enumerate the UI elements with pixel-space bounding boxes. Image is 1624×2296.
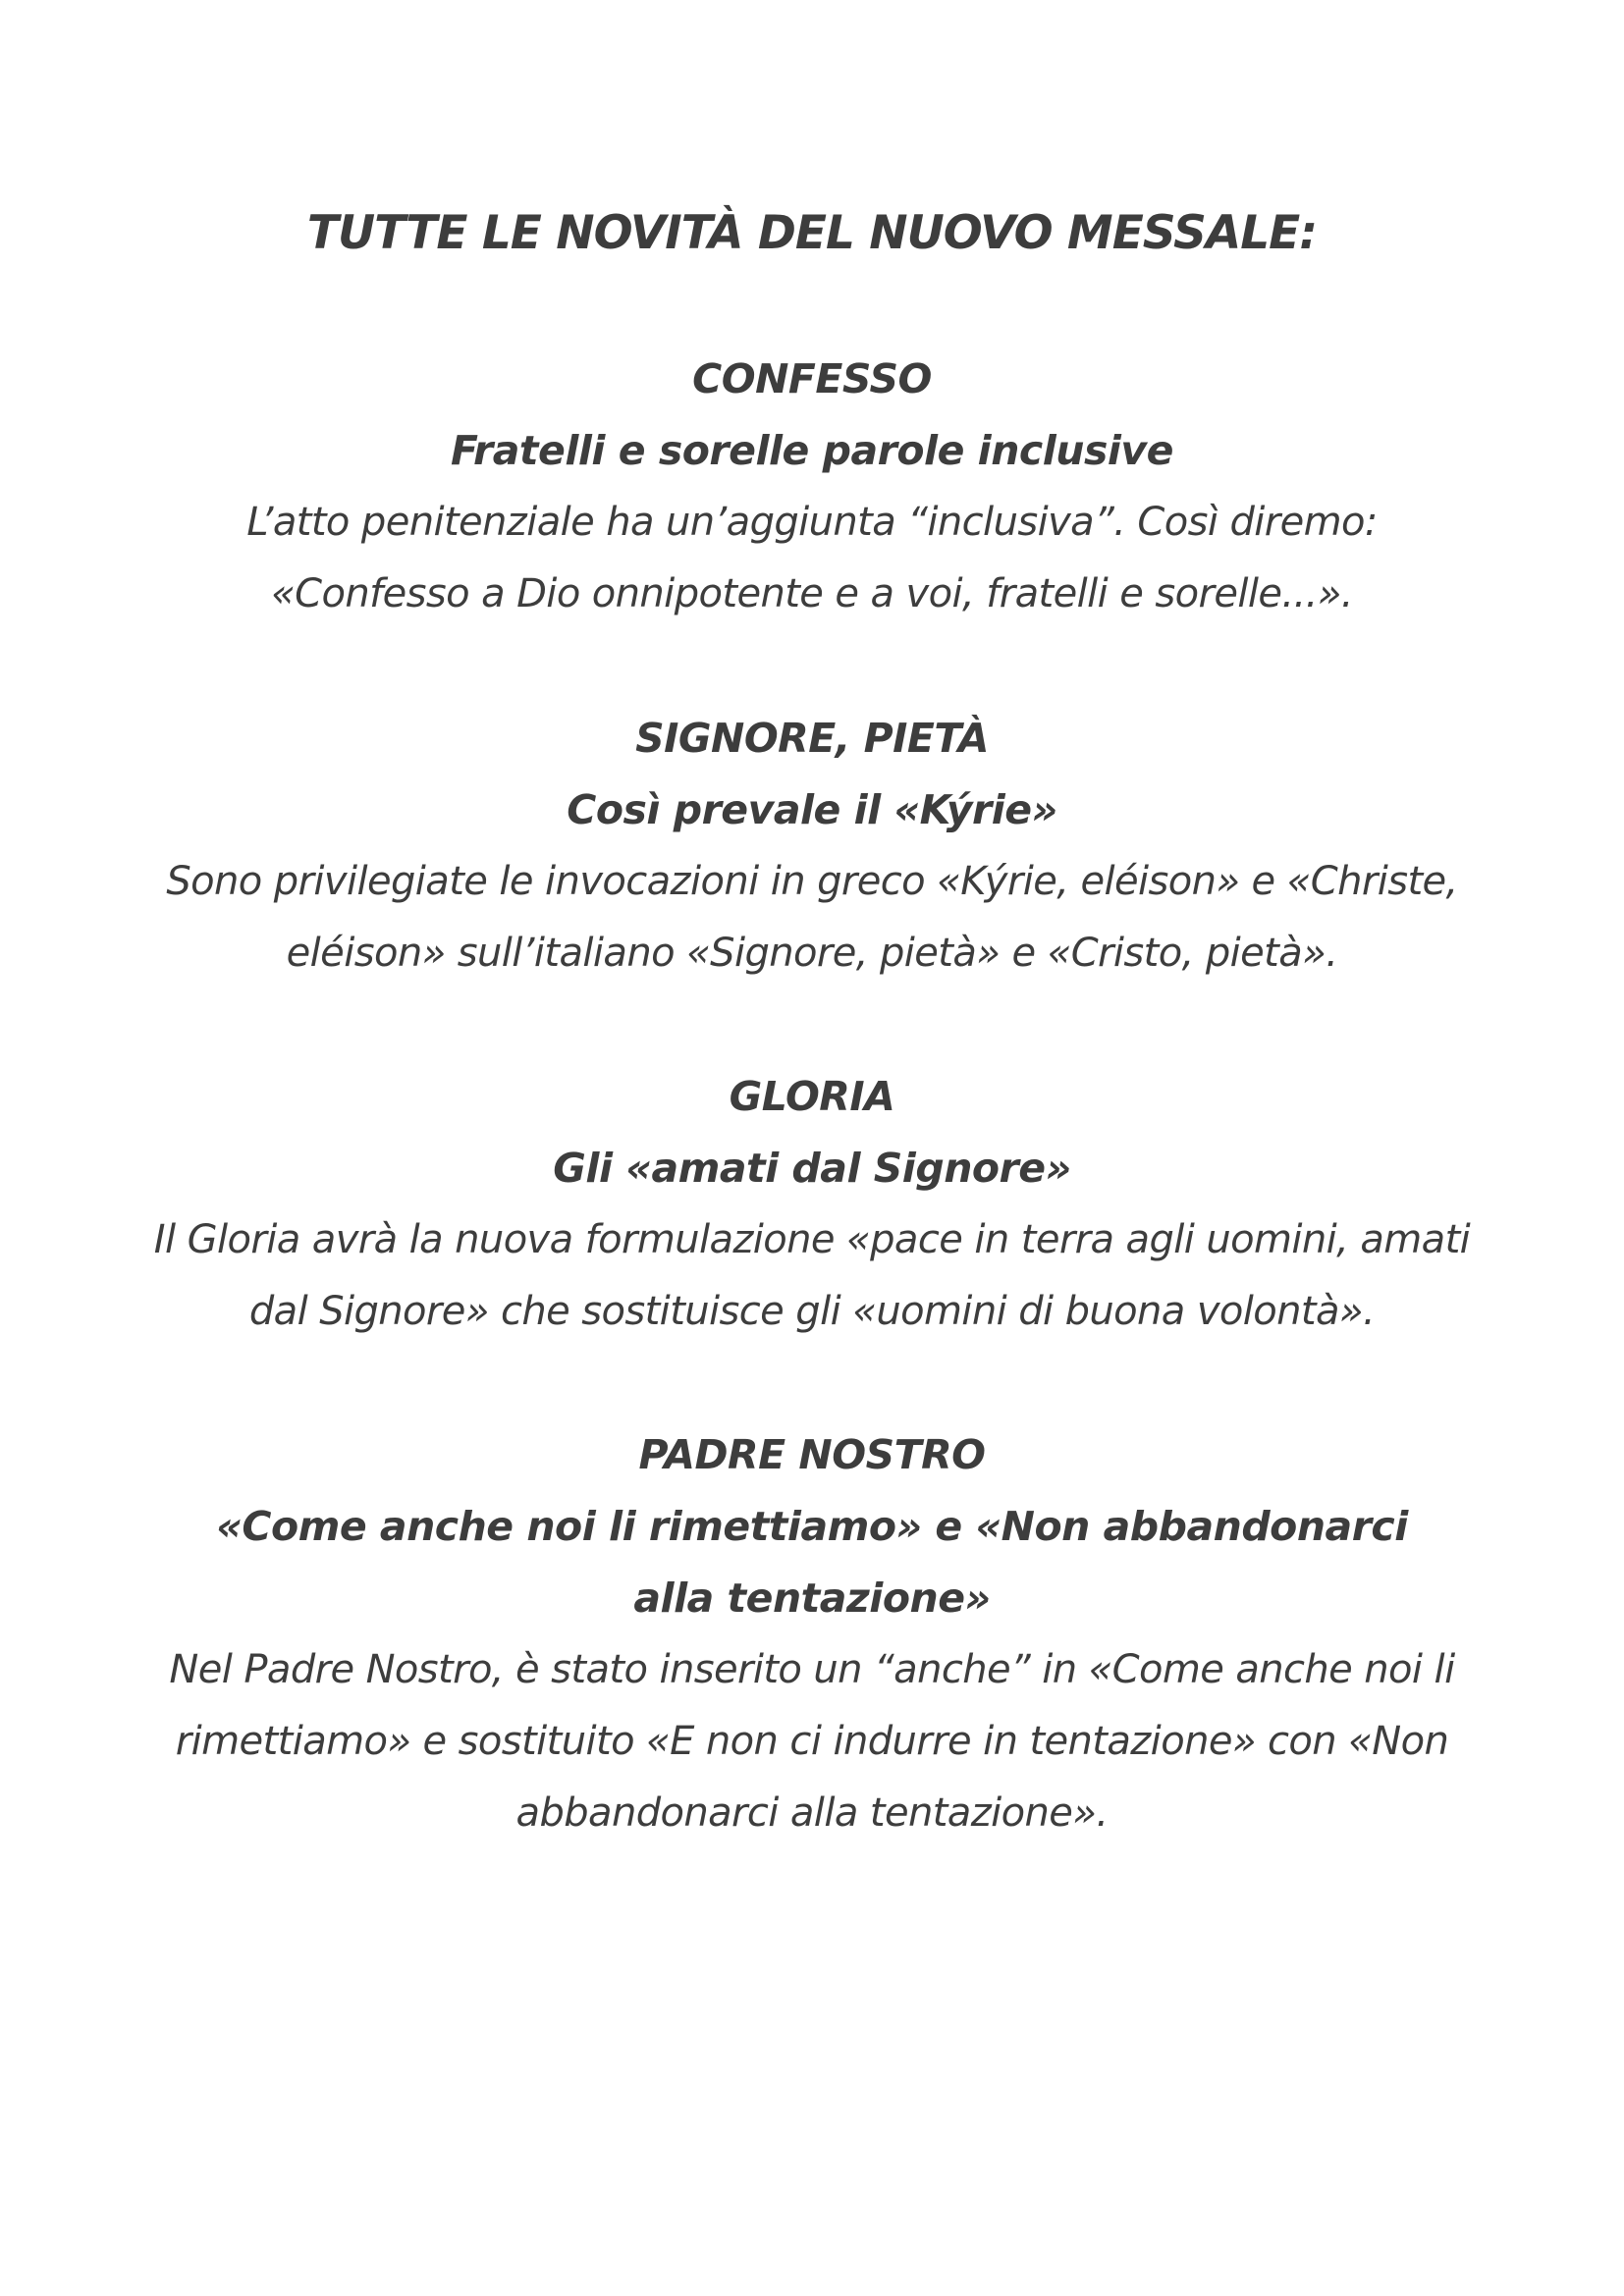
section-subtitle: Fratelli e sorelle parole inclusive: [451, 427, 1173, 474]
section-heading: PADRE NOSTRO: [638, 1431, 986, 1478]
section-heading: CONFESSO: [692, 355, 932, 402]
section-body: Sono privilegiate le invocazioni in greco «Kýrie, eléison» e «Christe, eléison» sull’italiano «Signore, pietà» e «Cristo, pietà».: [166, 859, 1458, 976]
section-gloria: [147, 1061, 1477, 1348]
section-subtitle: Gli «amati dal Signore»: [553, 1145, 1071, 1192]
section-subtitle: «Come anche noi li rimettiamo» e «Non abbandonarci alla tentazione»: [216, 1503, 1408, 1622]
section-padre-nostro: [147, 1419, 1477, 1849]
section-subtitle: Così prevale il «Kýrie»: [567, 786, 1057, 833]
section-body: Il Gloria avrà la nuova formulazione «pace in terra agli uomini, amati dal Signore» che sostituisce gli «uomini di buona volontà».: [153, 1217, 1471, 1334]
section-body: Nel Padre Nostro, è stato inserito un “anche” in «Come anche noi li rimettiamo» e sostituito «E non ci indurre in tentazione» con «Non abbandonarci alla tentazione».: [169, 1647, 1455, 1836]
section-heading: SIGNORE, PIETÀ: [635, 715, 989, 762]
section-confesso: [147, 344, 1477, 630]
section-signore-pieta: [147, 703, 1477, 989]
document-title: TUTTE LE NOVITÀ DEL NUOVO MESSALE:: [306, 206, 1318, 260]
section-body: L’atto penitenziale ha un’aggiunta “inclusiva”. Così diremo: «Confesso a Dio onnipotente e a voi, fratelli e sorelle...».: [246, 500, 1378, 616]
section-heading: GLORIA: [729, 1073, 895, 1120]
